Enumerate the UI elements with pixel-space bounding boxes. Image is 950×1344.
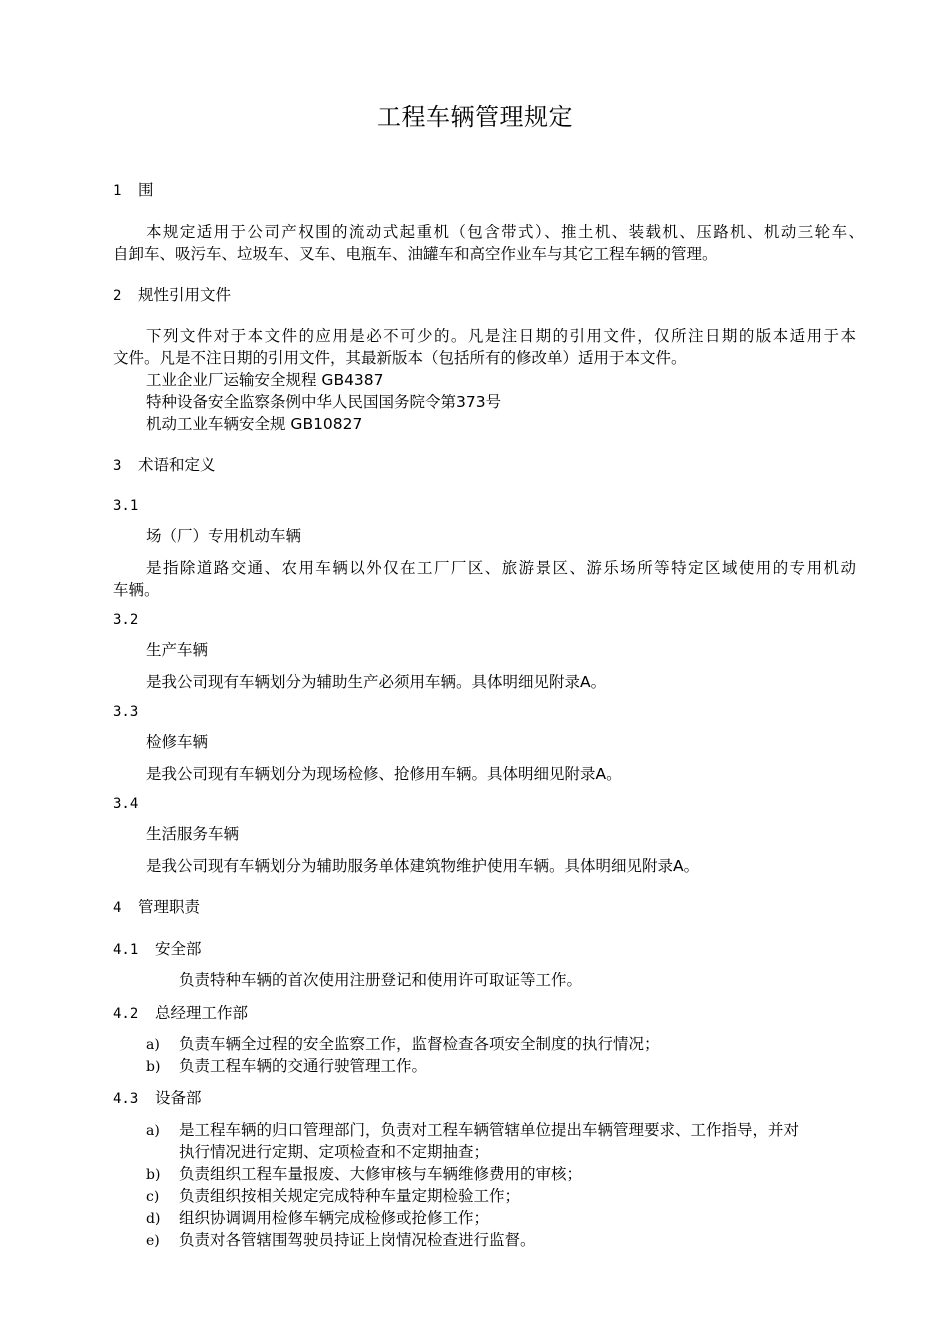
- section-4-heading: [113, 896, 200, 919]
- reference-document: 特种设备安全监察条例中华人民国国务院令第373号: [146, 393, 502, 411]
- department-name: 安全部: [155, 940, 202, 958]
- definition-term: 生活服务车辆: [146, 825, 240, 843]
- definition-text: 是我公司现有车辆划分为辅助服务单体建筑物维护使用车辆。具体明细见附录A。: [146, 857, 700, 875]
- section-title: 规性引用文件: [138, 286, 232, 304]
- list-marker: d): [146, 1211, 161, 1227]
- section-1-heading: [113, 179, 154, 202]
- list-item: [146, 1055, 427, 1078]
- document-title: 工程车辆管理规定: [377, 103, 573, 131]
- department-name: 总经理工作部: [155, 1004, 249, 1022]
- section-2-paragraph-line-1: 下列文件对于本文件的应用是必不可少的。凡是注日期的引用文件，仅所注日期的版本适用于本: [146, 327, 856, 345]
- section-number: 3: [113, 458, 122, 474]
- definition-text: 是我公司现有车辆划分为现场检修、抢修用车辆。具体明细见附录A。: [146, 765, 622, 783]
- list-item-text: 负责对各管辖围驾驶员持证上岗情况检查进行监督。: [179, 1231, 536, 1249]
- definition-number: 3.2: [113, 612, 139, 628]
- responsibility-heading: [113, 938, 202, 961]
- list-item-text: 负责组织工程车量报废、大修审核与车辆维修费用的审核；: [179, 1165, 583, 1183]
- section-1-paragraph-line-2: 自卸车、吸污车、垃圾车、叉车、电瓶车、油罐车和高空作业车与其它工程车辆的管理。: [113, 245, 718, 263]
- definition-text-line-2: 车辆。: [113, 581, 160, 599]
- list-marker: a): [146, 1037, 160, 1053]
- list-item-text: 是工程车辆的归口管理部门，负责对工程车辆管辖单位提出车辆管理要求、工作指导，并对: [179, 1121, 800, 1139]
- list-item: [146, 1033, 660, 1056]
- list-marker: e): [146, 1233, 160, 1249]
- definition-number: 3.3: [113, 704, 139, 720]
- list-marker: a): [146, 1123, 160, 1139]
- definition-term: 生产车辆: [146, 641, 209, 659]
- section-number: 1: [113, 183, 122, 199]
- section-2-paragraph-line-2: 文件。凡是不注日期的引用文件，其最新版本（包括所有的修改单）适用于本文件。: [113, 349, 687, 367]
- subsection-number: 4.3: [113, 1091, 139, 1107]
- definition-term: 场（厂）专用机动车辆: [146, 527, 302, 545]
- list-item: [146, 1119, 799, 1142]
- list-item-text: 负责工程车辆的交通行驶管理工作。: [179, 1057, 428, 1075]
- department-name: 设备部: [155, 1089, 202, 1107]
- reference-document: 机动工业车辆安全规 GB10827: [146, 415, 363, 433]
- section-3-heading: [113, 454, 216, 477]
- section-number: 4: [113, 900, 122, 916]
- list-item-text: 组织协调调用检修车辆完成检修或抢修工作；: [179, 1209, 490, 1227]
- list-marker: b): [146, 1167, 161, 1183]
- list-item-text: 负责组织按相关规定完成特种车量定期检验工作；: [179, 1187, 521, 1205]
- section-title: 围: [138, 181, 154, 199]
- definition-number: 3.4: [113, 796, 139, 812]
- subsection-number: 4.1: [113, 942, 139, 958]
- list-marker: c): [146, 1189, 160, 1205]
- list-item-continuation: 执行情况进行定期、定项检查和不定期抽查；: [179, 1143, 490, 1161]
- list-item: [146, 1229, 536, 1252]
- responsibility-heading: [113, 1002, 248, 1025]
- list-item: [146, 1163, 582, 1186]
- section-1-paragraph-line-1: 本规定适用于公司产权围的流动式起重机（包含带式）、推土机、装载机、压路机、机动三轮车、: [146, 223, 864, 241]
- reference-document: 工业企业厂运输安全规程 GB4387: [146, 371, 384, 389]
- definition-number: 3.1: [113, 498, 139, 514]
- definition-term: 检修车辆: [146, 733, 209, 751]
- list-item: [146, 1185, 520, 1208]
- section-number: 2: [113, 288, 122, 304]
- list-item-text: 负责车辆全过程的安全监察工作，监督检查各项安全制度的执行情况；: [179, 1035, 660, 1053]
- responsibility-text: 负责特种车辆的首次使用注册登记和使用许可取证等工作。: [179, 971, 583, 989]
- definition-text: 是我公司现有车辆划分为辅助生产必须用车辆。具体明细见附录A。: [146, 673, 607, 691]
- subsection-number: 4.2: [113, 1006, 139, 1022]
- section-title: 管理职责: [138, 898, 201, 916]
- list-item: [146, 1207, 489, 1230]
- section-title: 术语和定义: [138, 456, 216, 474]
- definition-text-line-1: 是指除道路交通、农用车辆以外仅在工厂厂区、旅游景区、游乐场所等特定区域使用的专用机动: [146, 559, 856, 577]
- list-marker: b): [146, 1059, 161, 1075]
- section-2-heading: [113, 284, 231, 307]
- responsibility-heading: [113, 1087, 202, 1110]
